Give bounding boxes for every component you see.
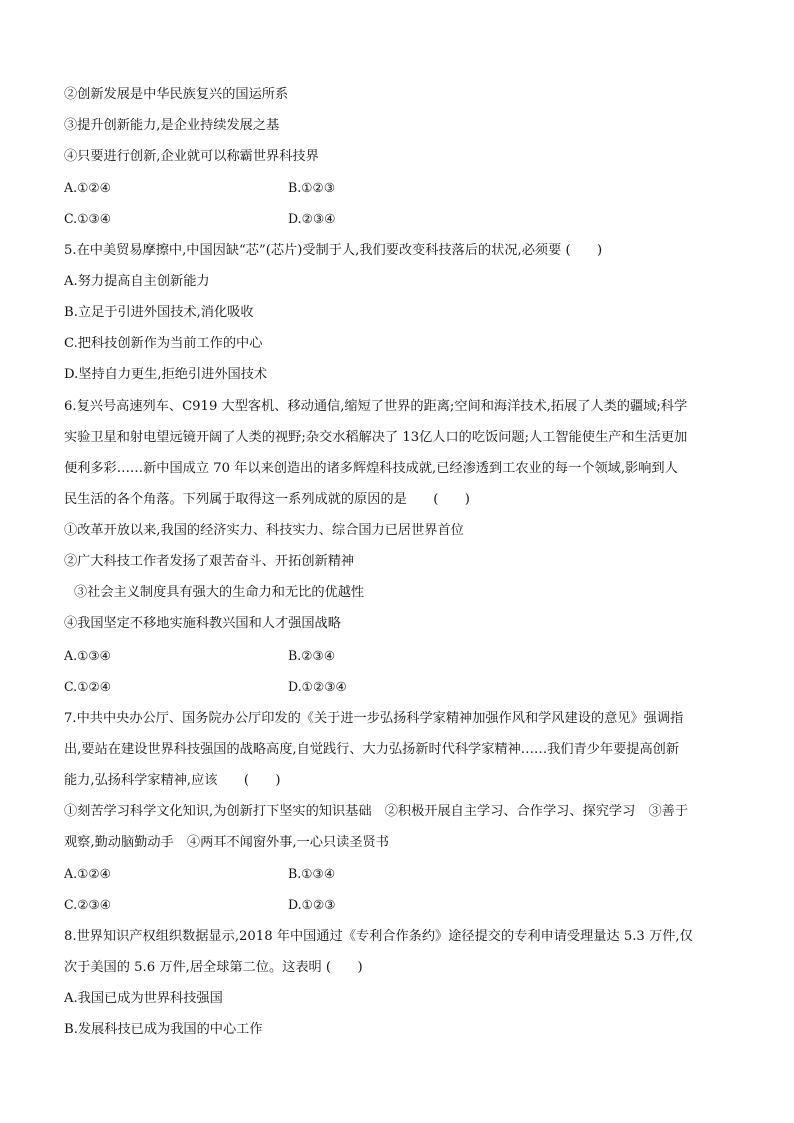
q8-stem-line-1: 8.世界知识产权组织数据显示,2018 年中国通过《专利合作条约》途径提交的专利申请受理量达 5.3 万件,仅 (64, 929, 693, 944)
q6-item-1: ①改革开放以来,我国的经济实力、科技实力、综合国力已居世界首位 (64, 523, 464, 538)
q8-option-a: A.我国已成为世界科技强国 (64, 991, 223, 1006)
q4-item-4: ④只要进行创新,企业就可以称霸世界科技界 (64, 149, 319, 164)
q6-item-3: ③社会主义制度具有强大的生命力和无比的优越性 (74, 585, 365, 600)
q7-items-line-2: 观察,勤动脑勤动手 ④两耳不闻窗外事,一心只读圣贤书 (64, 835, 389, 850)
q4-item-2: ②创新发展是中华民族复兴的国运所系 (64, 87, 289, 102)
q8-option-b: B.发展科技已成为我国的中心工作 (64, 1022, 263, 1037)
q7-stem-line-1: 7.中共中央办公厅、国务院办公厅印发的《关于进一步弘扬科学家精神加强作风和学风建设的意见》强调指 (64, 711, 684, 726)
q4-option-b: B.①②③ (288, 180, 336, 195)
q7-items-line-1: ①刻苦学习科学文化知识,为创新打下坚实的知识基础 ②积极开展自主学习、合作学习、探究学习 ③善于 (64, 804, 689, 819)
q4-option-d: D.②③④ (288, 211, 336, 226)
q6-option-a: A.①③④ (64, 648, 111, 663)
q8-stem-line-2: 次于美国的 5.6 万件,居全球第二位。这表明 ( ) (64, 960, 363, 975)
q6-stem-line-2: 实验卫星和射电望远镜开阔了人类的视野;杂交水稻解决了 13亿人口的吃饭问题;人工智能使生产和生活更加 (64, 430, 688, 445)
q5-option-b: B.立足于引进外国技术,消化吸收 (64, 305, 254, 320)
q6-stem-line-4: 民生活的各个角落。下列属于取得这一系列成就的原因的是 ( ) (64, 492, 470, 507)
q7-stem-line-3: 能力,弘扬科学家精神,应该 ( ) (64, 773, 281, 788)
q5-option-d: D.坚持自力更生,拒绝引进外国技术 (64, 367, 268, 382)
q7-option-b: B.①③④ (288, 866, 336, 881)
q6-item-2: ②广大科技工作者发扬了艰苦奋斗、开拓创新精神 (64, 554, 355, 569)
q7-stem-line-2: 出,要站在建设世界科技强国的战略高度,自觉践行、大力弘扬新时代科学家精神……我们青少年要提高创新 (64, 742, 680, 757)
q7-option-d: D.①②③ (288, 897, 336, 912)
q6-stem-line-3: 便利多彩……新中国成立 70 年以来创造出的诸多辉煌科技成就,已经渗透到工农业的每一个领域,影响到人 (64, 461, 678, 476)
q5-option-a: A.努力提高自主创新能力 (64, 274, 210, 289)
q6-stem-line-1: 6.复兴号高速列车、C919 大型客机、移动通信,缩短了世界的距离;空间和海洋技术,拓展了人类的疆域;科学 (64, 399, 688, 414)
q4-option-c: C.①③④ (64, 211, 112, 226)
q5-stem: 5.在中美贸易摩擦中,中国因缺“芯”(芯片)受制于人,我们要改变科技落后的状况,必须要 ( ) (64, 243, 603, 258)
q7-option-c: C.②③④ (64, 897, 112, 912)
q6-option-d: D.①②③④ (288, 679, 347, 694)
q4-item-3: ③提升创新能力,是企业持续发展之基 (64, 118, 280, 133)
q4-option-a: A.①②④ (64, 180, 111, 195)
q6-item-4: ④我国坚定不移地实施科教兴国和人才强国战略 (64, 616, 341, 631)
q6-option-c: C.①②④ (64, 679, 112, 694)
q5-option-c: C.把科技创新作为当前工作的中心 (64, 336, 263, 351)
q7-option-a: A.①②④ (64, 866, 111, 881)
q6-option-b: B.②③④ (288, 648, 336, 663)
